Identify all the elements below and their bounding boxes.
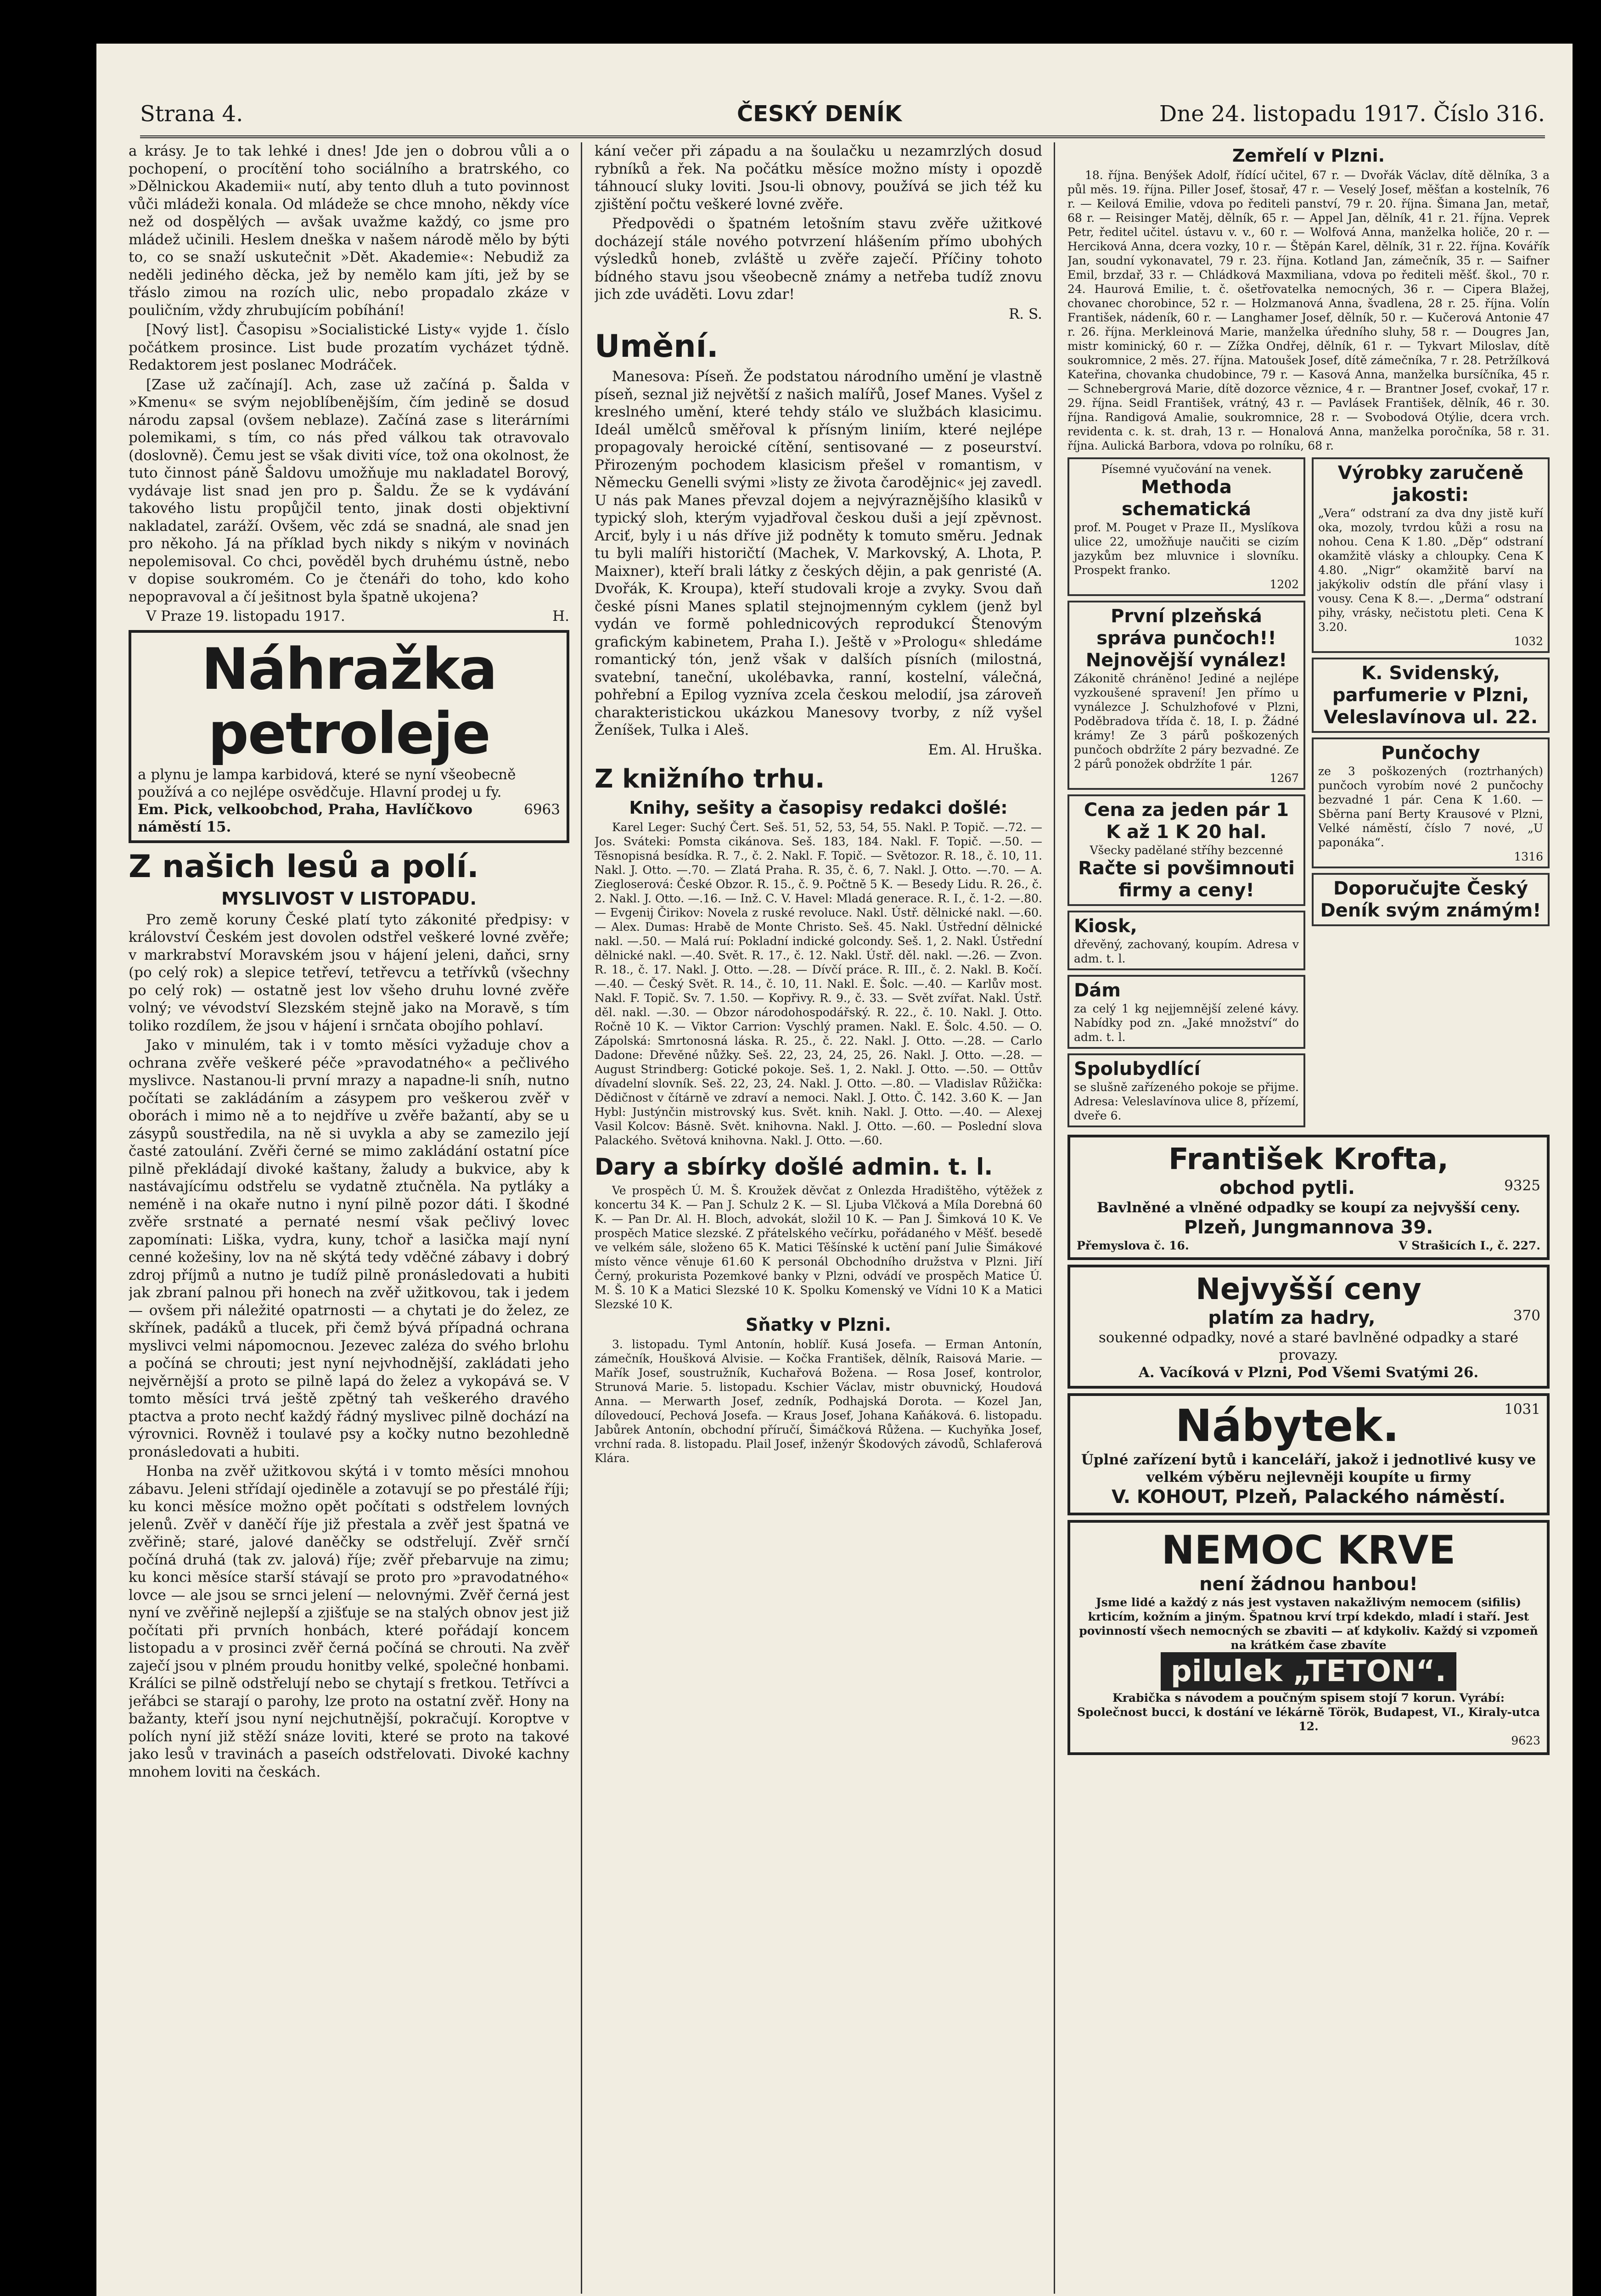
ad-petroleum-firm-row: [138, 801, 560, 836]
ad-petroleum-title: Náhražka petroleje: [201, 636, 497, 767]
ad-krofta-text: Bavlněné a vlněné odpadky se koupí za nejvyšší ceny.: [1096, 1199, 1521, 1216]
ad-nabytek: [1067, 1393, 1550, 1515]
section-title-books: Z knižního trhu.: [595, 764, 825, 794]
ad-nabytek-title-row: [1077, 1401, 1540, 1451]
ad-recommend-text: Doporučujte Český Deník svým známým!: [1320, 878, 1541, 921]
section-title-gifts: Dary a sbírky došlé admin. t. l.: [595, 1154, 993, 1180]
gifts-list: Ve prospěch Ú. M. Š. Kroužek děvčat z Onlezda Hradištěho, výtěžek z koncertu 34 K. — Pan J. Schulz 2 K. — Sl. Ljuba Vlčková a Míla Dorebná 60 K. — Pan Dr. Al. H. Bloch, advokát, složil 10 K. — Pan J. Šimková 10 K. Ve prospěch Matice slezské. Z přátelského večírku, pořádaného v Měšť. besedě ve velkém sále, složeno 65 K. Matici Těšínské k uctění paní Julie Šimákové místo věnce věnuje 61.60 K personál Obchodního družstva v Plzni. Jiří Černý, prokurista Pozemkové banky v Plzni, odvádí ve prospěch Matice Ú. M. Š. 10 K a Matici Slezské 10 K. Spolku Komenský ve Vídni 10 K a Matici Slezské 10 K.: [595, 1184, 1042, 1311]
article-paragraph: Jako v minulém, tak i v tomto měsíci vyžaduje chov a ochrana zvěře veškeré péče »pravodatného« a pečlivého myslivce. Nastanou-li první mrazy a napadne-li sníh, nutno počítati se zakládáním a zásypem pro veškerou zvěř v oborách i mimo ně a to nejdříve u zvěře bažantí, aby se u zásypů soustředila, na ně si uvykla a aby se zamezilo její časté zatoulání. Zvěři černé se mimo zakládání ostatní píce pilně překládají divoké kaštany, žaludy a bukvice, aby k nastávajícímu odstřelu se vydatně ztučněla. Na pytláky a neméně i na okaře nutno i nyní pilně pozor dáti. I škodné zvěře srstnaté a pernaté nesmí však pečlivý lovec zapomínati: Liška, vydra, kuny, tchoř a lasička mají nyní cenné kožešiny, lov na ně skýtá tedy vděčné zábavy i dobrý zdroj příjmů a nutno je tudíž pilně pronásledovati a hubiti jak zbraní palnou při honech na zvěř užitkovou, tak i jedem — ovšem při náležité opatrnosti — a chytati je do želez, ze skřínek, padáků a tlucek, při čemž bývá případná ochrana myslivci velmi nápomocnou. Jezevec zaléza do svého brlohu a počíná se chrouti; jest nyní nejvhodnější, zakládati jeho nejvěrnější a proto se pilně lapá do želez a vykopává se. V tomto měsíci trvá ještě zpětný tah veškerého dravého ptactva a proto nechť každý řádný myslivec pilně dochází na výrovnici. Rovněž i toulavé psy a kočky nutno bezohledně pronásledovati a hubiti.: [129, 1037, 569, 1460]
signature: H.: [552, 608, 569, 625]
dateline: V Praze 19. listopadu 1917.: [146, 608, 345, 625]
ad-price-text: Všecky padělané stříhy bezcenné: [1090, 844, 1283, 857]
ad-price: [1067, 794, 1305, 906]
ad-kiosk-text: dřevěný, zachovaný, koupím. Adresa v adm. t. l.: [1074, 938, 1299, 965]
ad-krofta-branches: [1077, 1238, 1540, 1253]
ad-ceny-sub: platím za hadry,: [1208, 1307, 1376, 1328]
ad-roommate-title: Spolubydlící: [1074, 1058, 1201, 1080]
ad-krofta-branch-1: Přemyslova č. 16.: [1077, 1239, 1189, 1252]
deaths-title: Zemřelí v Plzni.: [1232, 146, 1385, 166]
deaths-list: 18. října. Benýšek Adolf, řídící učitel, 67 r. — Dvořák Václav, dítě dělníka, 3 a půl měs. 19. října. Piller Josef, štosař, 47 r. — Veselý Josef, měšťan a kostelník, 76 r. — Keilová Emilie, vdova po řediteli panství, 79 r. 20. října. Šimana Jan, metař, 68 r. — Reisinger Matěj, dělník, 65 r. — Appel Jan, dělník, 41 r. 21. října. Veprek Petr, ředitel učitel. ústavu v. v., 60 r. — Wolfová Anna, manželka holiče, 20 r. — Herciková Anna, dcera vozky, 10 r. — Štěpán Karel, dělník, 31 r. 22. října. Kovářík Jan, soudní vykonavatel, 79 r. 23. října. Kotland Jan, zámečník, 35 r. — Saifner Emil, brzdař, 33 r. — Chládková Maxmiliana, vdova po řediteli měšť. škol., 70 r. 24. Haurová Emilie, t. č. ošetřovatelka nemocných, 36 r. — Cipera Blažej, chovanec chorobince, 52 r. — Holzmanová Anna, švadlena, 28 r. 25. října. Volín František, nádeník, 60 r. — Langhamer Josef, dělník, 50 r. — Kučerová Antonie 47 r. 26. října. Merkleinová Marie, manželka úředního sluhy, 58 r. — Dougres Jan, mistr kominický, 60 r. — Zížka Ondřej, dělník, 61 r. — Tykvart Miloslav, dítě soukromnice, 2 měs. 27. října. Matoušek Josef, dítě zámečníka, 7 r. 28. Petržílková Kateřina, chovanka chudobince, 79 r. — Kasová Anna, manželka bursíčníka, 45 r. — Schnebergrová Marie, dítě dozorce věznice, 4 r. — Brantner Josef, cvokař, 17 r. 29. října. Seidl František, vrátný, 43 r. — Pavlásek František, dělník, 46 r. 30. října. Randigová Amalie, soukromnice, 28 r. — Svobodová Otýlie, dcera vrch. revidenta c. k. st. drah, 13 r. — Honalová Anna, manželka poročníka, 58 r. 31. října. Aulická Barbora, vdova po rolníku, 68 r.: [1067, 169, 1550, 452]
ad-krofta-title: František Krofta,: [1168, 1142, 1449, 1176]
ad-code: 1202: [1270, 578, 1299, 591]
ads-row-1: [1067, 457, 1550, 1132]
ad-nemoc-title: NEMOC KRVE: [1161, 1527, 1456, 1573]
ad-krofta-branch-2: V Strašicích I., č. 227.: [1399, 1239, 1540, 1252]
ad-puncochy-2-title: Punčochy: [1381, 743, 1480, 764]
ad-krofta: [1067, 1135, 1550, 1260]
signature: Em. Al. Hruška.: [928, 741, 1042, 758]
column-3: [1067, 142, 1550, 2294]
masthead: ČESKÝ DENÍK: [737, 101, 902, 127]
ad-kiosk-title: Kiosk,: [1074, 916, 1137, 937]
ad-puncochy-text: Zákonitě chráněno! Jediné a nejlépe vyzkoušené spravení! Jen přímo u vynálezce J. Schulzhofové v Plzni, Poděbradova třída č. 18, I. p. Žádné krámy! Ze 3 párů poškozených punčoch obdržíte 2 páry bezvadné. Ze 2 párů ponožek obdržíte 1 pár.: [1074, 672, 1299, 771]
ad-svidensky-title: K. Svidenský, parfumerie v Plzni, Veleslavínova ul. 22.: [1323, 663, 1538, 728]
ad-nemoc: [1067, 1520, 1550, 1755]
ad-petroleum-text: a plynu je lampa karbidová, které se nyní všeobecně používá a co nejlépe osvědčuje. Hlavní prodej u fy.: [138, 766, 516, 800]
section-title-art: Umění.: [595, 328, 719, 365]
ad-code: 370: [1513, 1307, 1540, 1324]
ad-ceny: [1067, 1265, 1550, 1389]
section-title-weddings: Sňatky v Plzni.: [745, 1315, 891, 1335]
ad-puncochy: [1067, 601, 1305, 790]
ad-krofta-sub-row: [1077, 1177, 1540, 1199]
ad-krofta-addr: Plzeň, Jungmannova 39.: [1184, 1217, 1433, 1238]
ad-price-title: Cena za jeden pár 1 K až 1 K 20 hal.: [1084, 799, 1289, 843]
ad-code: 9623: [1511, 1734, 1540, 1747]
column-rule: [1054, 142, 1055, 2294]
ad-ceny-text: soukenné odpadky, nové a staré bavlněné odpadky a staré provazy.: [1098, 1329, 1519, 1363]
ad-method-text: prof. M. Pouget v Praze II., Myslíkova ulice 22, umožňuje naučiti se cizím jazykům bez mluvnice i slovníku. Prospekt franko.: [1074, 521, 1299, 577]
ad-method-head: Písemné vyučování na venek.: [1101, 462, 1272, 476]
ad-code: 1031: [1504, 1401, 1540, 1418]
article-paragraph: Pro země koruny České platí tyto zákonité předpisy: v království Českém jest dovolen odstřel veškeré lovné zvěře; v markrabství Moravském jsou v hájení jeleni, daňci, srny (po celý rok) a slepice tetřeví, tetřevcu a tetřívků (všechny po celý rok) — ostatně jest lov všeho druhu lovné zvěře volný; ve vévodství Slezském stejně jako na Moravě, s tím toliko rozdílem, že jsou v hájení i srnčata obojího pohlaví.: [129, 911, 569, 1034]
news-item-new-list: [Nový list]. Časopisu »Socialistické Listy« vyjde 1. číslo počátkem prosince. List bude prozatím vycházet týdně. Redaktorem jest poslanec Modráček.: [129, 321, 569, 373]
ad-nemoc-sub: není žádnou hanbou!: [1199, 1574, 1418, 1595]
ad-roommate: [1067, 1053, 1305, 1127]
column-1: [129, 142, 569, 2294]
ad-petroleum: [129, 630, 569, 843]
ad-ceny-title: Nejvyšší ceny: [1196, 1272, 1421, 1306]
books-list: Karel Leger: Suchý Čert. Seš. 51, 52, 53, 54, 55. Nakl. P. Topič. —.72. — Jos. Sváteki: Pomsta cikánova. Seš. 183, 184. Nakl. F. Topič. —.50. — Těsnopisná besídka. R. 7., č. 2. Nakl. F. Topič. — Světozor. R. 18., č. 10, 11. Nakl. J. Otto. —.70. — Zlatá Praha. R. 35, č. 6, 7. Nakl. J. Otto. —.70. — A. Ziegloserová: České Obzor. R. 15., č. 9. Počtně 5 K. — Besedy Lidu. R. 26., č. 2. Nakl. J. Otto. —.16. — Inž. C. V. Havel: Mladá generace. R. I., č. 1-2. —.80. — Evgenij Čirikov: Novela z ruské revoluce. Nakl. Ústř. dělnické nakl. —.60. — Alex. Dumas: Hrabě de Monte Christo. Seš. 45. Nakl. Ústřední dělnické nakl. —.50. — Malá ruí: Pokladní indické golcondy. Seš. 1, 2. Nakl. Ústřední dělnické nakl. —.40. Svět. R. 17., č. 12. Nakl. Ústř. děl. nakl. —.26. — Zvon. R. 18., č. 17. Nakl. J. Otto. —.28. — Dívčí práce. R. III., č. 2. Nakl. B. Kočí. —.40. — Český Svět. R. 14., č. 10, 11. Nakl. E. Šolc. —.40. — Karlův most. Nakl. F. Topič. Sv. 7. 1.50. — Kopřivy. R. 9., č. 33. — Svět zvířat. Nakl. Ústř. děl. nakl. —.30. — Obzor národohospodářský. R. 22., č. 10. Nakl. J. Otto. Ročně 10 K. — Viktor Carrion: Vyschlý pramen. Nakl. E. Šolc. 4.50. — O. Zápolská: Smrtonosná láska. R. 25., č. 22. Nakl. J. Otto. —.28. — Carlo Dadone: Dřevěné nůžky. Seš. 22, 23, 24, 25, 26. Nakl. J. Otto. —.28. — August Strindberg: Gotické pokoje. Seš. 1, 2. Nakl. J. Otto. —.50. — Ottův dívadelní slovník. Seš. 22, 23, 24. Nakl. J. Otto. —.80. — Vladislav Růžička: Dědičnost v čítárně ve zdraví a nemoci. Nakl. J. Otto. Č. 142. 3.60 K. — Jan Hybl: Justýnčin mistrovský kus. Svět. knih. Nakl. J. Otto. —.40. — Alexej Vasil Kolcov: Básně. Svět. knihovna. Nakl. J. Otto. —.60. — Poslední slova Palackého. Světová knihovna. Nakl. J. Otto. —.60.: [595, 821, 1042, 1147]
ad-krofta-sub: obchod pytli.: [1219, 1177, 1355, 1199]
ad-puncochy-2-text: ze 3 poškozených (roztrhaných) punčoch vyrobím nové 2 punčochy bezvadné 1 pár. Cena K 1.60. — Sběrna paní Berty Krausové v Plzni, Velké náměstí, číslo 7 nové, „U paponáka“.: [1318, 765, 1543, 849]
ad-code: 6963: [524, 801, 560, 818]
books-subtitle: Knihy, sešity a časopisy redakci došlé:: [629, 798, 1008, 818]
ad-code: 1316: [1514, 850, 1543, 863]
article-paragraph: Manesova: Píseň. Že podstatou národního umění je vlastně píseň, seznal již největší z našich malířů, Josef Manes. Vyšel z kreslného umění, které tehdy stálo ve službách klasicimu. Ideál umělců směřoval k přísným liniím, které nejlépe propagovaly heroické cítění, sentisované — z poseurství. Přirozeným pochodem klasicism přešel v romantism, v Německu Genelli svými »listy ze života čarodějnic« jej zavedl. U nás pak Manes převzal dojem a nejvýraznějšího klasiků v typický sloh, kterým vyjadřoval českou duši a její zpěvnost. Arciť, byly i u nás dříve již podněty k tomuto směru. Jednak tu byli malíři historičtí (Machek, V. Markovský, A. Lhota, P. Maixner), kteří brali látky z českých dějin, a pak genristé (A. Dvořák, K. Kroupa), kteří studovali kroje a zvyky. Svou daň české písni Manes splatil stejnojmenným cyklem (jenž byl vydán ve formě pohlednicových reprodukcí Štenovým grafickým kabinetem, Praha I.). Ještě v »Prologu« shledáme romantický tón, jenž však v dalších písních (milostná, svatební, taneční, ukolébavka, ranní, kostelní, válečná, pohřební a Epilog vyzníva zcela českou melodií, jsa zároveň charakteristickou ukázkou Manesovy tvorby, z níž vyšel Ženíšek, Tulka i Aleš.: [595, 368, 1042, 738]
ad-method: [1067, 457, 1305, 596]
dateline-row: [129, 608, 569, 625]
ad-kiosk: [1067, 911, 1305, 970]
page-header: [140, 101, 1545, 138]
ad-code: 1267: [1270, 771, 1299, 785]
article-paragraph: Honba na zvěř užitkovou skýtá i v tomto měsíci mnohou zábavu. Jeleni střídají ojediněle a zotavují se po přestálé říji; ku konci měsíce možno opět počítati s odstřelem lovných jelenů. Zvěř v daněčí říje již přestala a zvěř jest špatná ve zvěřině; staré, jalové daněčky se odstřelují. Zvěř srnčí počíná druhá (tak zv. jalová) říje; zvěř přebarvuje na zimu; ku konci měsíce starší stávají se proto pro »pravodatného« lovce — ale jsou se srnci jelení — nelovnými. Zvěř černá jest nyní ve zvěřině nejlepší a zjišťuje se na stalých obnov jest již počítati při prvních honbách, které pořádají koncem listopadu a v prosinci zvěř černá počíná se chrouti. Na zvěř zaječí jsou v plném proudu honitby velké, společné honbami. Králíci se pilně odstřelují nebo se chytají s fretkou. Tetřívci a jeřábci se starají o parohy, lze proto na ostatní zvěř. Hony na bažanty, kteří jsou nyní nejchutnější, pokračují. Koroptve v polích nyní již stěží snáze loviti, které se proto na takové jako lesů v travinách a paseích odstřelovati. Divoké kachny mnohem loviti na českách.: [129, 1463, 569, 1780]
weddings-list: 3. listopadu. Tyml Antonín, hoblíř. Kusá Josefa. — Erman Antonín, zámečník, Houšková Alvisie. — Kočka František, dělník, Raisová Marie. — Mařík Josef, soustružník, Kuchařová Božena. — Rosa Josef, kontrolor, Strunová Marie. 5. listopadu. Kschier Václav, mistr obuvnický, Houdová Anna. — Merwarth Josef, zedník, Podhajská Dorota. — Kozel Jan, dílovedoucí, Pechová Josefa. — Kraus Josef, Johana Kaňáková. 6. listopadu. Jabůrek Antonín, obchodní příručí, Šimáčková Růžena. — Kuchyňka Josef, vrchní rada. 8. listopadu. Plail Josef, inženýr Škodových závodů, Schlaferová Klára.: [595, 1338, 1042, 1465]
article-paragraph: Předpovědi o špatném letošním stavu zvěře užitkové docházejí stále nového potvrzení hlášením přímo ubohých výsledků honeb, zvláště u zvěře zaječí. Příčiny tohoto bídného stavu jsou všeobecně známy a netřeba tudíž znovu jich zde uváděti. Lovu zdar!: [595, 215, 1042, 303]
article-subtitle: MYSLIVOST V LISTOPADU.: [221, 888, 477, 909]
ad-method-title: Methoda schematická: [1122, 477, 1251, 520]
column-2: [595, 142, 1042, 2294]
article-paragraph: kání večer při západu a na šoulačku u nezamrzlých dosud rybníků a řek. Na počátku měsíce možno místy i opozdě táhnoucí sluky loviti. Jsou-li obnovy, používá se jich též ku zjištění počtu veškeré lovné zvěře.: [595, 143, 1042, 213]
ad-code: 9325: [1504, 1177, 1540, 1194]
page-number: Strana 4.: [140, 101, 243, 127]
column-rule: [581, 142, 582, 2294]
newspaper-page: [96, 44, 1573, 2296]
ad-code: 1032: [1514, 635, 1543, 648]
news-item-salda: [Zase už začínají]. Ach, zase už začíná p. Šalda v »Kmenu« se svým nejoblíbenějším, čím jedině se dosud národu zapsal (ovšem neblaze). Začíná zase s literárními polemikami, s tím, co nás před válkou tak otravovalo (doslovně). Čemu jest se však diviti více, tož ona okolnost, že tuto činnost páně Šaldovu umožňuje mu nakladatel Borový, vydávaje list snad jen pro p. Šaldu. Že se k vydávání takového listu propůjčil tento, jinak dosti objektivní nakladatel, zaráží. Ovšem, věc zdá se snadná, ale snad jen pro někoho. Já na příklad bych nikdy s nikým v novinách nepolemisoval. Co chci, pověděl bych druhému ústně, nebo v dopise soukromém. Co je čtenáři do toho, kdo koho nepopravoval a čí ješitnost byla špatně ukojena?: [129, 376, 569, 605]
ad-ceny-sub-row: [1077, 1307, 1540, 1329]
ad-products-title: Výrobky zaručeně jakosti:: [1337, 462, 1524, 506]
ad-dam: [1067, 975, 1305, 1049]
ad-roommate-text: se slušně zařízeného pokoje se přijme. Adresa: Veleslavínova ulice 8, přízemí, dveře 6.: [1074, 1080, 1299, 1122]
signature: R. S.: [1008, 305, 1042, 322]
ad-petroleum-firm: Em. Pick, velkoobchod, Praha, Havlíčkovo náměstí 15.: [138, 801, 473, 835]
ad-products: [1312, 457, 1550, 653]
ad-nabytek-firm: V. KOHOUT, Plzeň, Palackého náměstí.: [1111, 1486, 1506, 1508]
ad-nemoc-brand: pilulek „TETON“.: [1161, 1652, 1456, 1691]
ad-nemoc-text-2: Krabička s návodem a poučným spisem stojí 7 korun. Vyrábí: Společnost bucci, k dostání ve lékárně Török, Budapest, VI., Kiraly-utca 12.: [1077, 1691, 1540, 1733]
ad-products-text: „Vera“ odstraní za dva dny jistě kuří oka, mozoly, tvrdou kůži a rosu na nohou. Cena K 1.80. „Děp“ odstraní okamžitě vlásky a chloupky. Cena K 4.80. „Nigr“ okamžitě barví na jakýkoliv odstín dle přání vlasy i vousy. Cena K 8.—. „Derma“ odstraní pihy, vrásky, nečistotu pleti. Cena K 3.20.: [1318, 506, 1543, 634]
article-paragraph: a krásy. Je to tak lehké i dnes! Jde jen o dobrou vůli a o pochopení, o procítění toho sociálního a bratrského, co »Dělnickou Akademii« nutí, aby tento dluh a tuto povinnost vůči mládeži konala. Od mládeže se chce mnoho, někdy více než od dospělých — avšak uvažme každý, co jsme pro mládež učinili. Heslem dneška v našem národě mělo by býti to, co se snaží uskutečnit »Dět. Akademie«: Nebudiž za neděli jediného děcka, jež by nemělo kam jíti, jež by se třáslo zimou na rozích ulic, nebo propadalo zkáze v pouličním, vždy zhrubujícím pobíhání!: [129, 143, 569, 319]
issue-date: Dne 24. listopadu 1917. Číslo 316.: [1159, 101, 1545, 127]
ads-left: [1067, 457, 1305, 1132]
ad-nabytek-text: Úplné zařízení bytů i kanceláří, jakož i jednotlivé kusy ve velkém výběru nejlevněji koupíte u firmy: [1081, 1452, 1536, 1486]
ad-dam-title: Dám: [1074, 980, 1121, 1001]
ad-firm-note: Račte si povšimnouti firmy a ceny!: [1078, 858, 1295, 901]
ad-recommend: [1312, 873, 1550, 926]
ad-puncochy-title: První plzeňská správa punčoch!! Nejnovější vynález!: [1085, 606, 1287, 671]
ad-nemoc-text: Jsme lidé a každý z nás jest vystaven nakažlivým nemocem (sifilis) krticím, kožním a jiným. Špatnou krví trpí kdekdo, mladí i staří. Jest povinností všech nemocných se zbaviti — ať kdykoliv. Každý si vzpomeň na krátkém čase zbavíte: [1079, 1596, 1538, 1652]
ad-nabytek-title: Nábytek.: [1175, 1400, 1399, 1452]
ads-right: [1312, 457, 1550, 1132]
ad-svidensky: [1312, 658, 1550, 733]
ad-dam-text: za celý 1 kg nejjemnější zelené kávy. Nabídky pod zn. „Jaké množství“ do adm. t. l.: [1074, 1002, 1299, 1044]
ad-puncochy-2: [1312, 737, 1550, 868]
ad-ceny-firm: A. Vacíková v Plzni, Pod Všemi Svatými 26.: [1138, 1364, 1479, 1381]
section-title-forests: Z našich lesů a polí.: [129, 848, 479, 885]
